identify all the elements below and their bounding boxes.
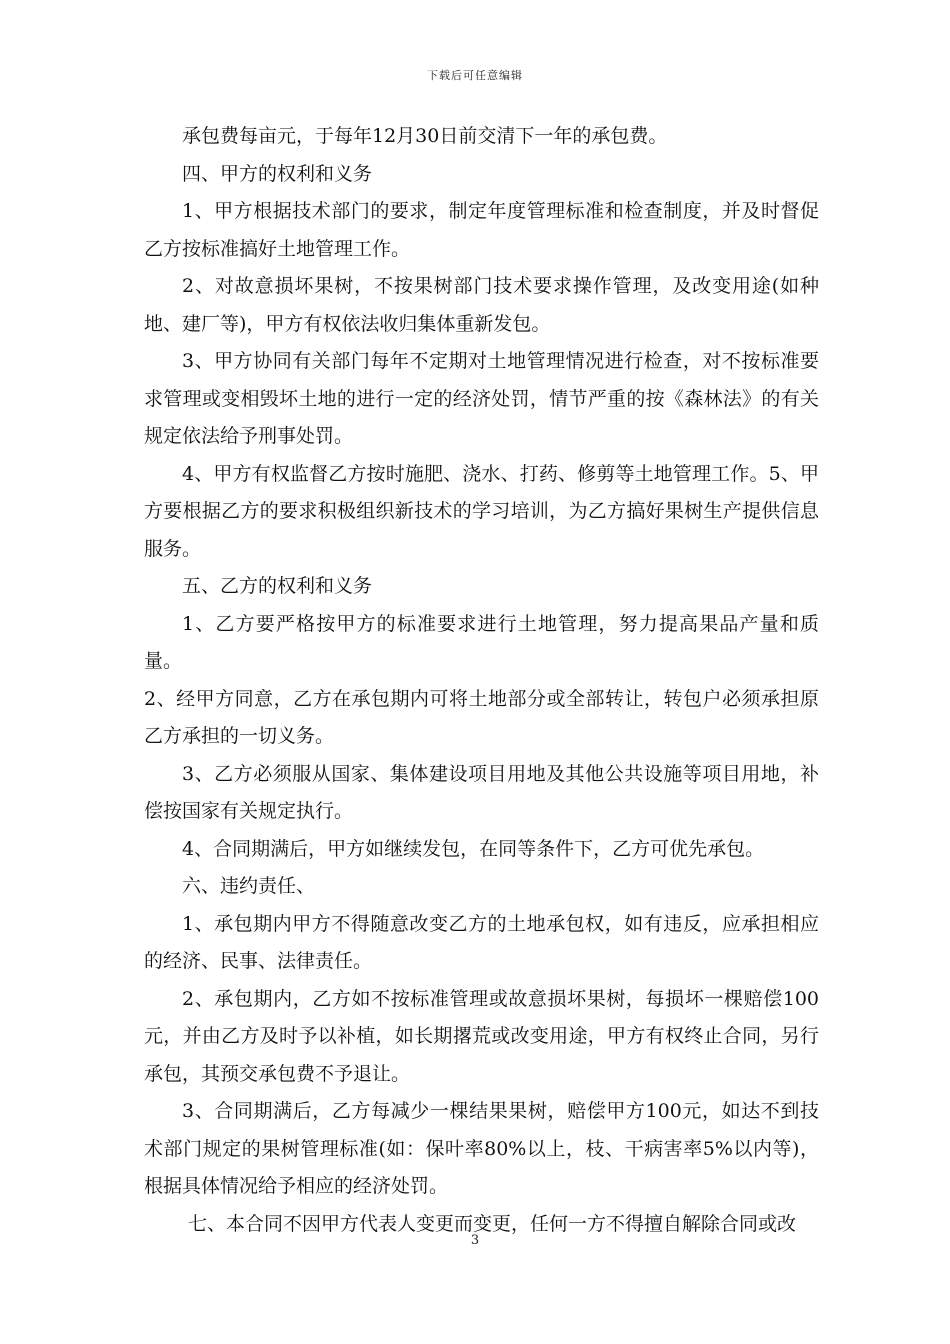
section-heading-liability: 六、违约责任、: [182, 875, 316, 897]
paragraph-b2: 2、经甲方同意，乙方在承包期内可将土地部分或全部转让，转包户必须承担原乙方承担的一切义务。: [144, 687, 819, 747]
paragraph-a4-a5: 4、甲方有权监督乙方按时施肥、浇水、打药、修剪等土地管理工作。5、甲方要根据乙方的要求积极组织新技术的学习培训，为乙方搞好果树生产提供信息服务。: [144, 462, 819, 560]
paragraph-l2: 2、承包期内，乙方如不按标准管理或故意损坏果树，每损坏一棵赔偿100元，并由乙方及时予以补植，如长期撂荒或改变用途，甲方有权终止合同，另行承包，其预交承包费不予退让。: [144, 987, 819, 1085]
paragraph-b4: 4、合同期满后，甲方如继续发包，在同等条件下，乙方可优先承包。: [182, 837, 765, 860]
section-heading-seven: 七、本合同不因甲方代表人变更而变更，任何一方不得擅自解除合同或改: [188, 1212, 797, 1235]
paragraph-a1: 1、甲方根据技术部门的要求，制定年度管理标准和检查制度，并及时督促乙方按标准搞好土地管理工作。: [144, 200, 819, 260]
section-heading-party-b: 五、乙方的权利和义务: [182, 575, 373, 597]
section-heading-party-a: 四、甲方的权利和义务: [182, 162, 373, 185]
paragraph-b1: 1、乙方要严格按甲方的标准要求进行土地管理，努力提高果品产量和质量。: [144, 612, 819, 672]
page-number: 3: [470, 1233, 480, 1248]
page-header: 下载后可任意编辑: [427, 69, 523, 82]
paragraph-fee: 承包费每亩元，于每年12月30日前交清下一年的承包费。: [182, 125, 668, 147]
paragraph-a3: 3、甲方协同有关部门每年不定期对土地管理情况进行检查，对不按标准要求管理或变相毁坏土地的进行一定的经济处罚，情节严重的按《森林法》的有关规定依法给予刑事处罚。: [144, 350, 819, 447]
document-body: [144, 118, 819, 1243]
paragraph-a2: 2、对故意损坏果树，不按果树部门技术要求操作管理，及改变用途(如种地、建厂等)，甲方有权依法收归集体重新发包。: [144, 275, 819, 335]
paragraph-l3: 3、合同期满后，乙方每减少一棵结果果树，赔偿甲方100元，如达不到技术部门规定的果树管理标准(如：保叶率80%以上，枝、干病害率5%以内等)，根据具体情况给予相应的经济处罚。: [144, 1100, 819, 1197]
paragraph-l1: 1、承包期内甲方不得随意改变乙方的土地承包权，如有违反，应承担相应的经济、民事、法律责任。: [144, 912, 819, 972]
paragraph-b3: 3、乙方必须服从国家、集体建设项目用地及其他公共设施等项目用地，补偿按国家有关规定执行。: [144, 762, 819, 822]
